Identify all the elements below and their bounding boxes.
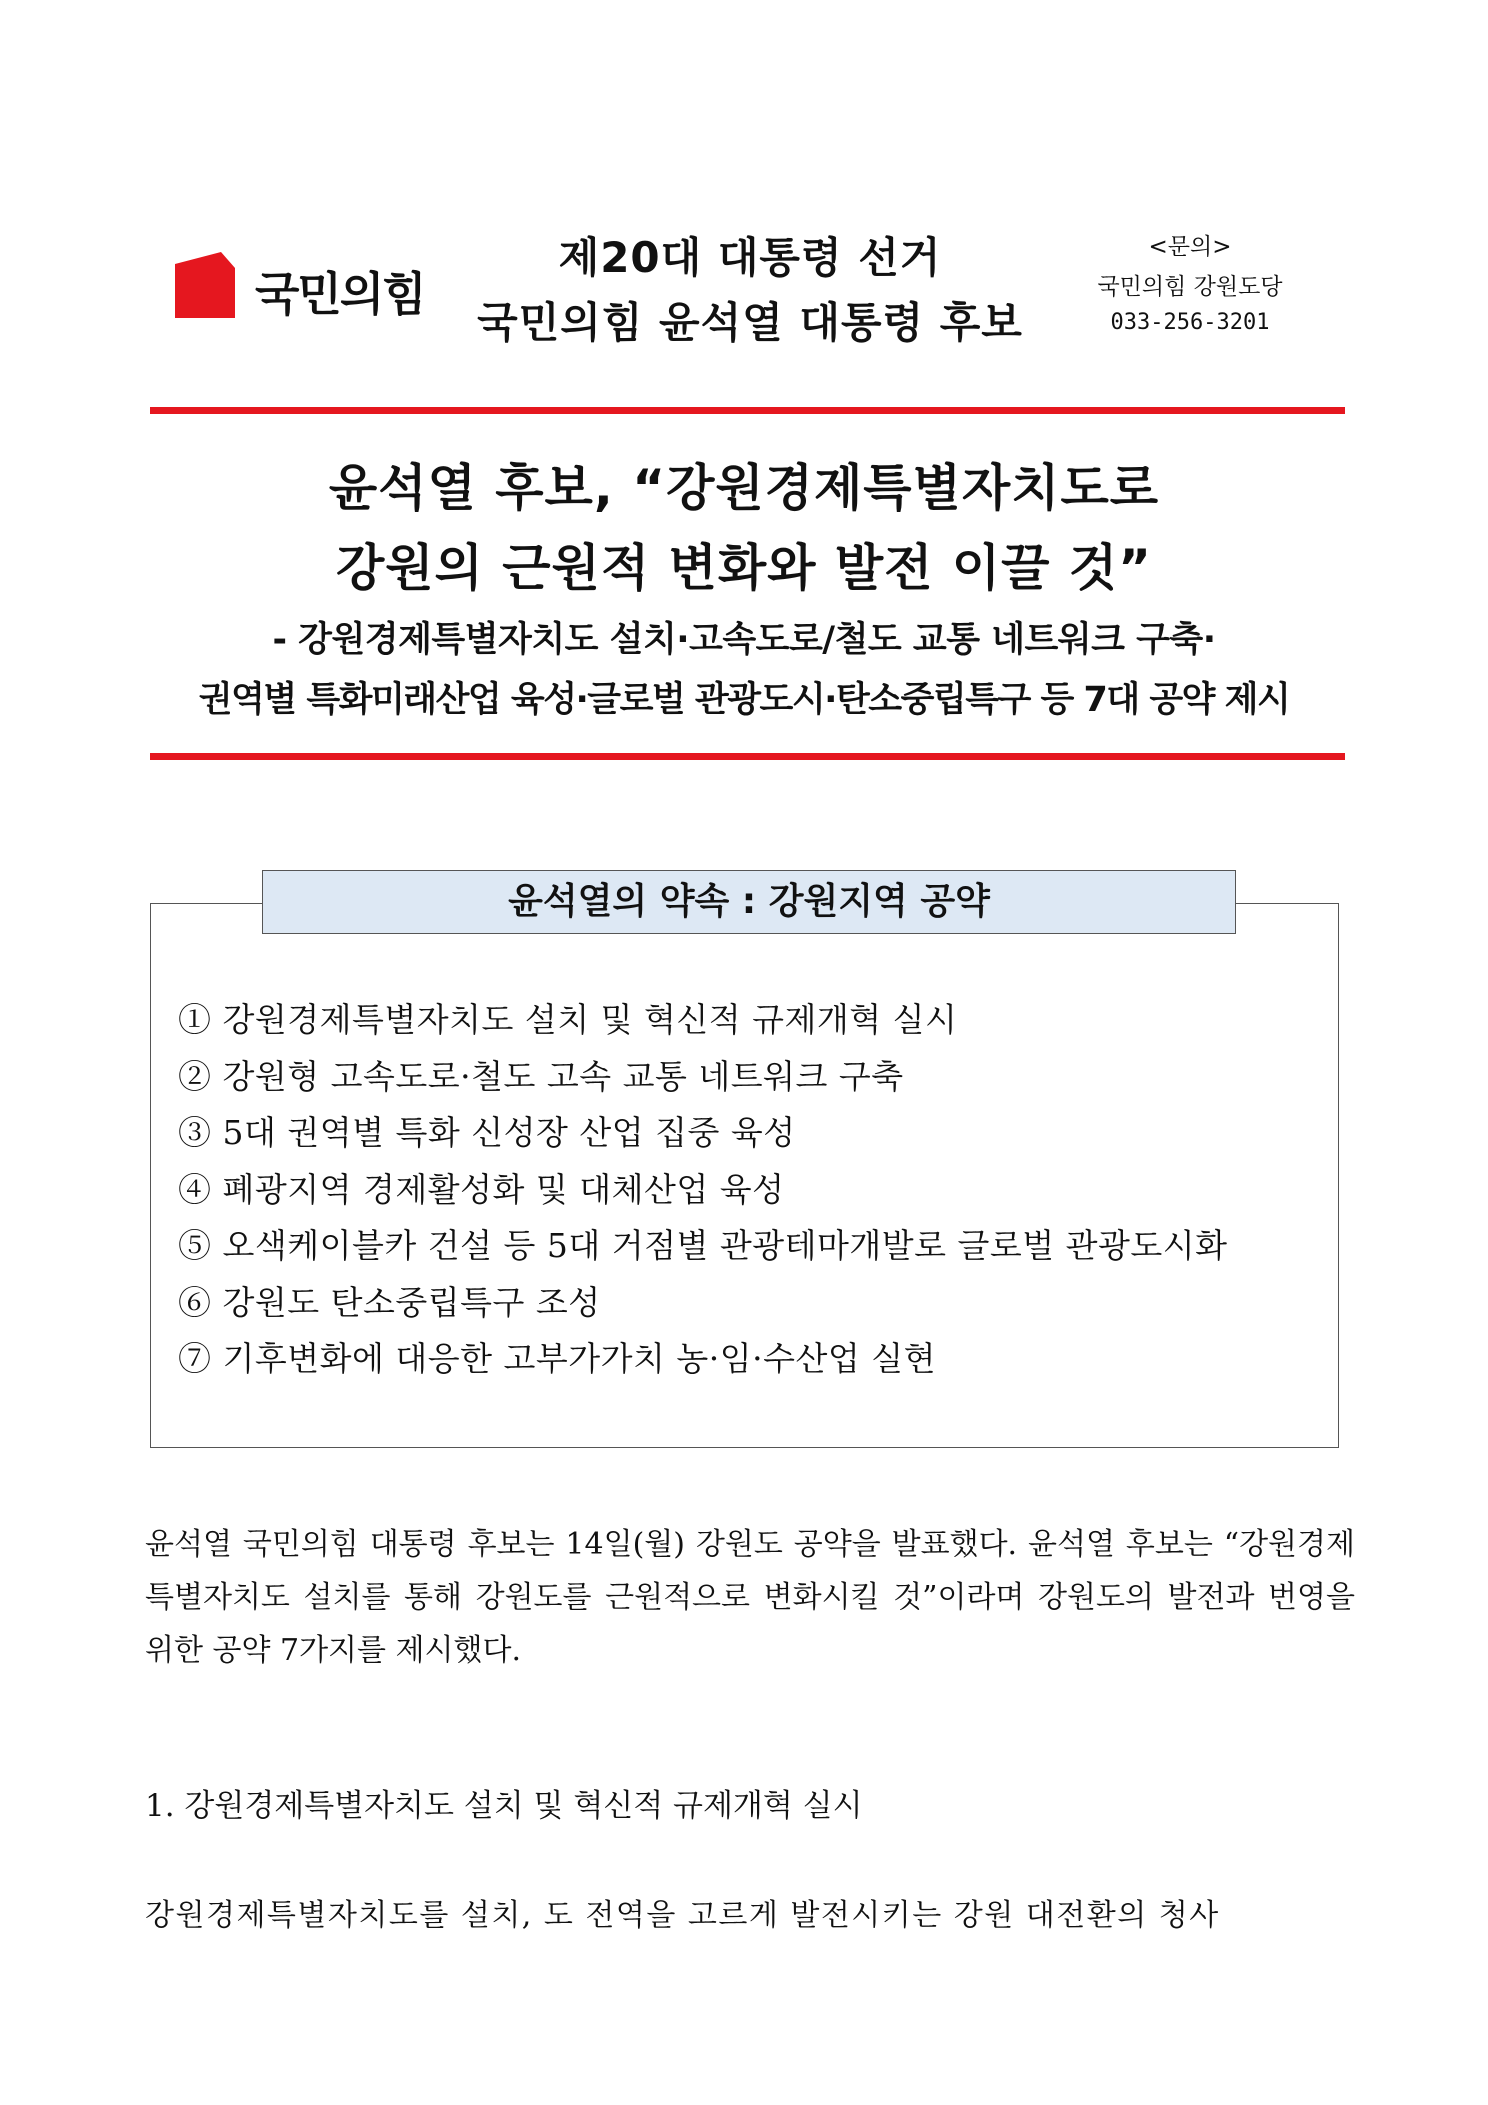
contact-label: <문의> xyxy=(1148,234,1232,260)
subheadline-line2: 권역별 특화미래산업 육성·글로벌 관광도시·탄소중립특구 등 7대 공약 제시 xyxy=(198,680,1290,720)
pledge-list xyxy=(178,992,1228,1388)
pledge-item: ⑥ 강원도 탄소중립특구 조성 xyxy=(178,1282,601,1322)
pledge-item: ② 강원형 고속도로·철도 고속 교통 네트워크 구축 xyxy=(178,1056,904,1096)
pledge-item: ④ 폐광지역 경제활성화 및 대체산업 육성 xyxy=(178,1169,785,1209)
contact-org: 국민의힘 강원도당 xyxy=(1097,274,1283,300)
header-title-line1: 제20대 대통령 선거 xyxy=(558,233,942,282)
pledge-item: ③ 5대 권역별 특화 신성장 산업 집중 육성 xyxy=(178,1113,796,1152)
party-logo-mark-icon xyxy=(175,252,235,318)
divider-top xyxy=(150,407,1345,414)
pledge-item: ⑦ 기후변화에 대응한 고부가가치 농·임·수산업 실현 xyxy=(178,1339,936,1378)
header-title-line2: 국민의힘 윤석열 대통령 후보 xyxy=(477,298,1023,347)
subheadline-line1: - 강원경제특별자치도 설치·고속도로/철도 교통 네트워크 구축· xyxy=(272,620,1216,660)
divider-bottom xyxy=(150,753,1345,760)
pledge-item: ① 강원경제특별자치도 설치 및 혁신적 규제개혁 실시 xyxy=(178,1000,958,1039)
body-paragraph-section1: 강원경제특별자치도를 설치, 도 전역을 고르게 발전시키는 강원 대전환의 청사 xyxy=(145,1898,1220,1933)
headline-line1: 윤석열 후보, “강원경제특별자치도로 xyxy=(328,459,1160,517)
section-heading-1: 1. 강원경제특별자치도 설치 및 혁신적 규제개혁 실시 xyxy=(145,1788,863,1824)
pledge-item: ⑤ 오색케이블카 건설 등 5대 거점별 관광테마개발로 글로벌 관광도시화 xyxy=(178,1226,1228,1265)
contact-phone: 033-256-3201 xyxy=(1110,310,1270,335)
party-logo xyxy=(175,252,445,322)
party-logo-text: 국민의힘 xyxy=(255,267,425,321)
headline-line2: 강원의 근원적 변화와 발전 이끌 것” xyxy=(335,539,1153,597)
body-paragraph-intro: 윤석열 국민의힘 대통령 후보는 14일(월) 강원도 공약을 발표했다. 윤석열 후보는 “강원경제특별자치도 설치를 통해 강원도를 근원적으로 변화시킬 것”이라며 강원도의 발전과 번영을 위한 공약 7가지를 제시했다. xyxy=(145,1527,1355,1668)
pledge-box-title: 윤석열의 약속 : 강원지역 공약 xyxy=(262,870,1236,934)
